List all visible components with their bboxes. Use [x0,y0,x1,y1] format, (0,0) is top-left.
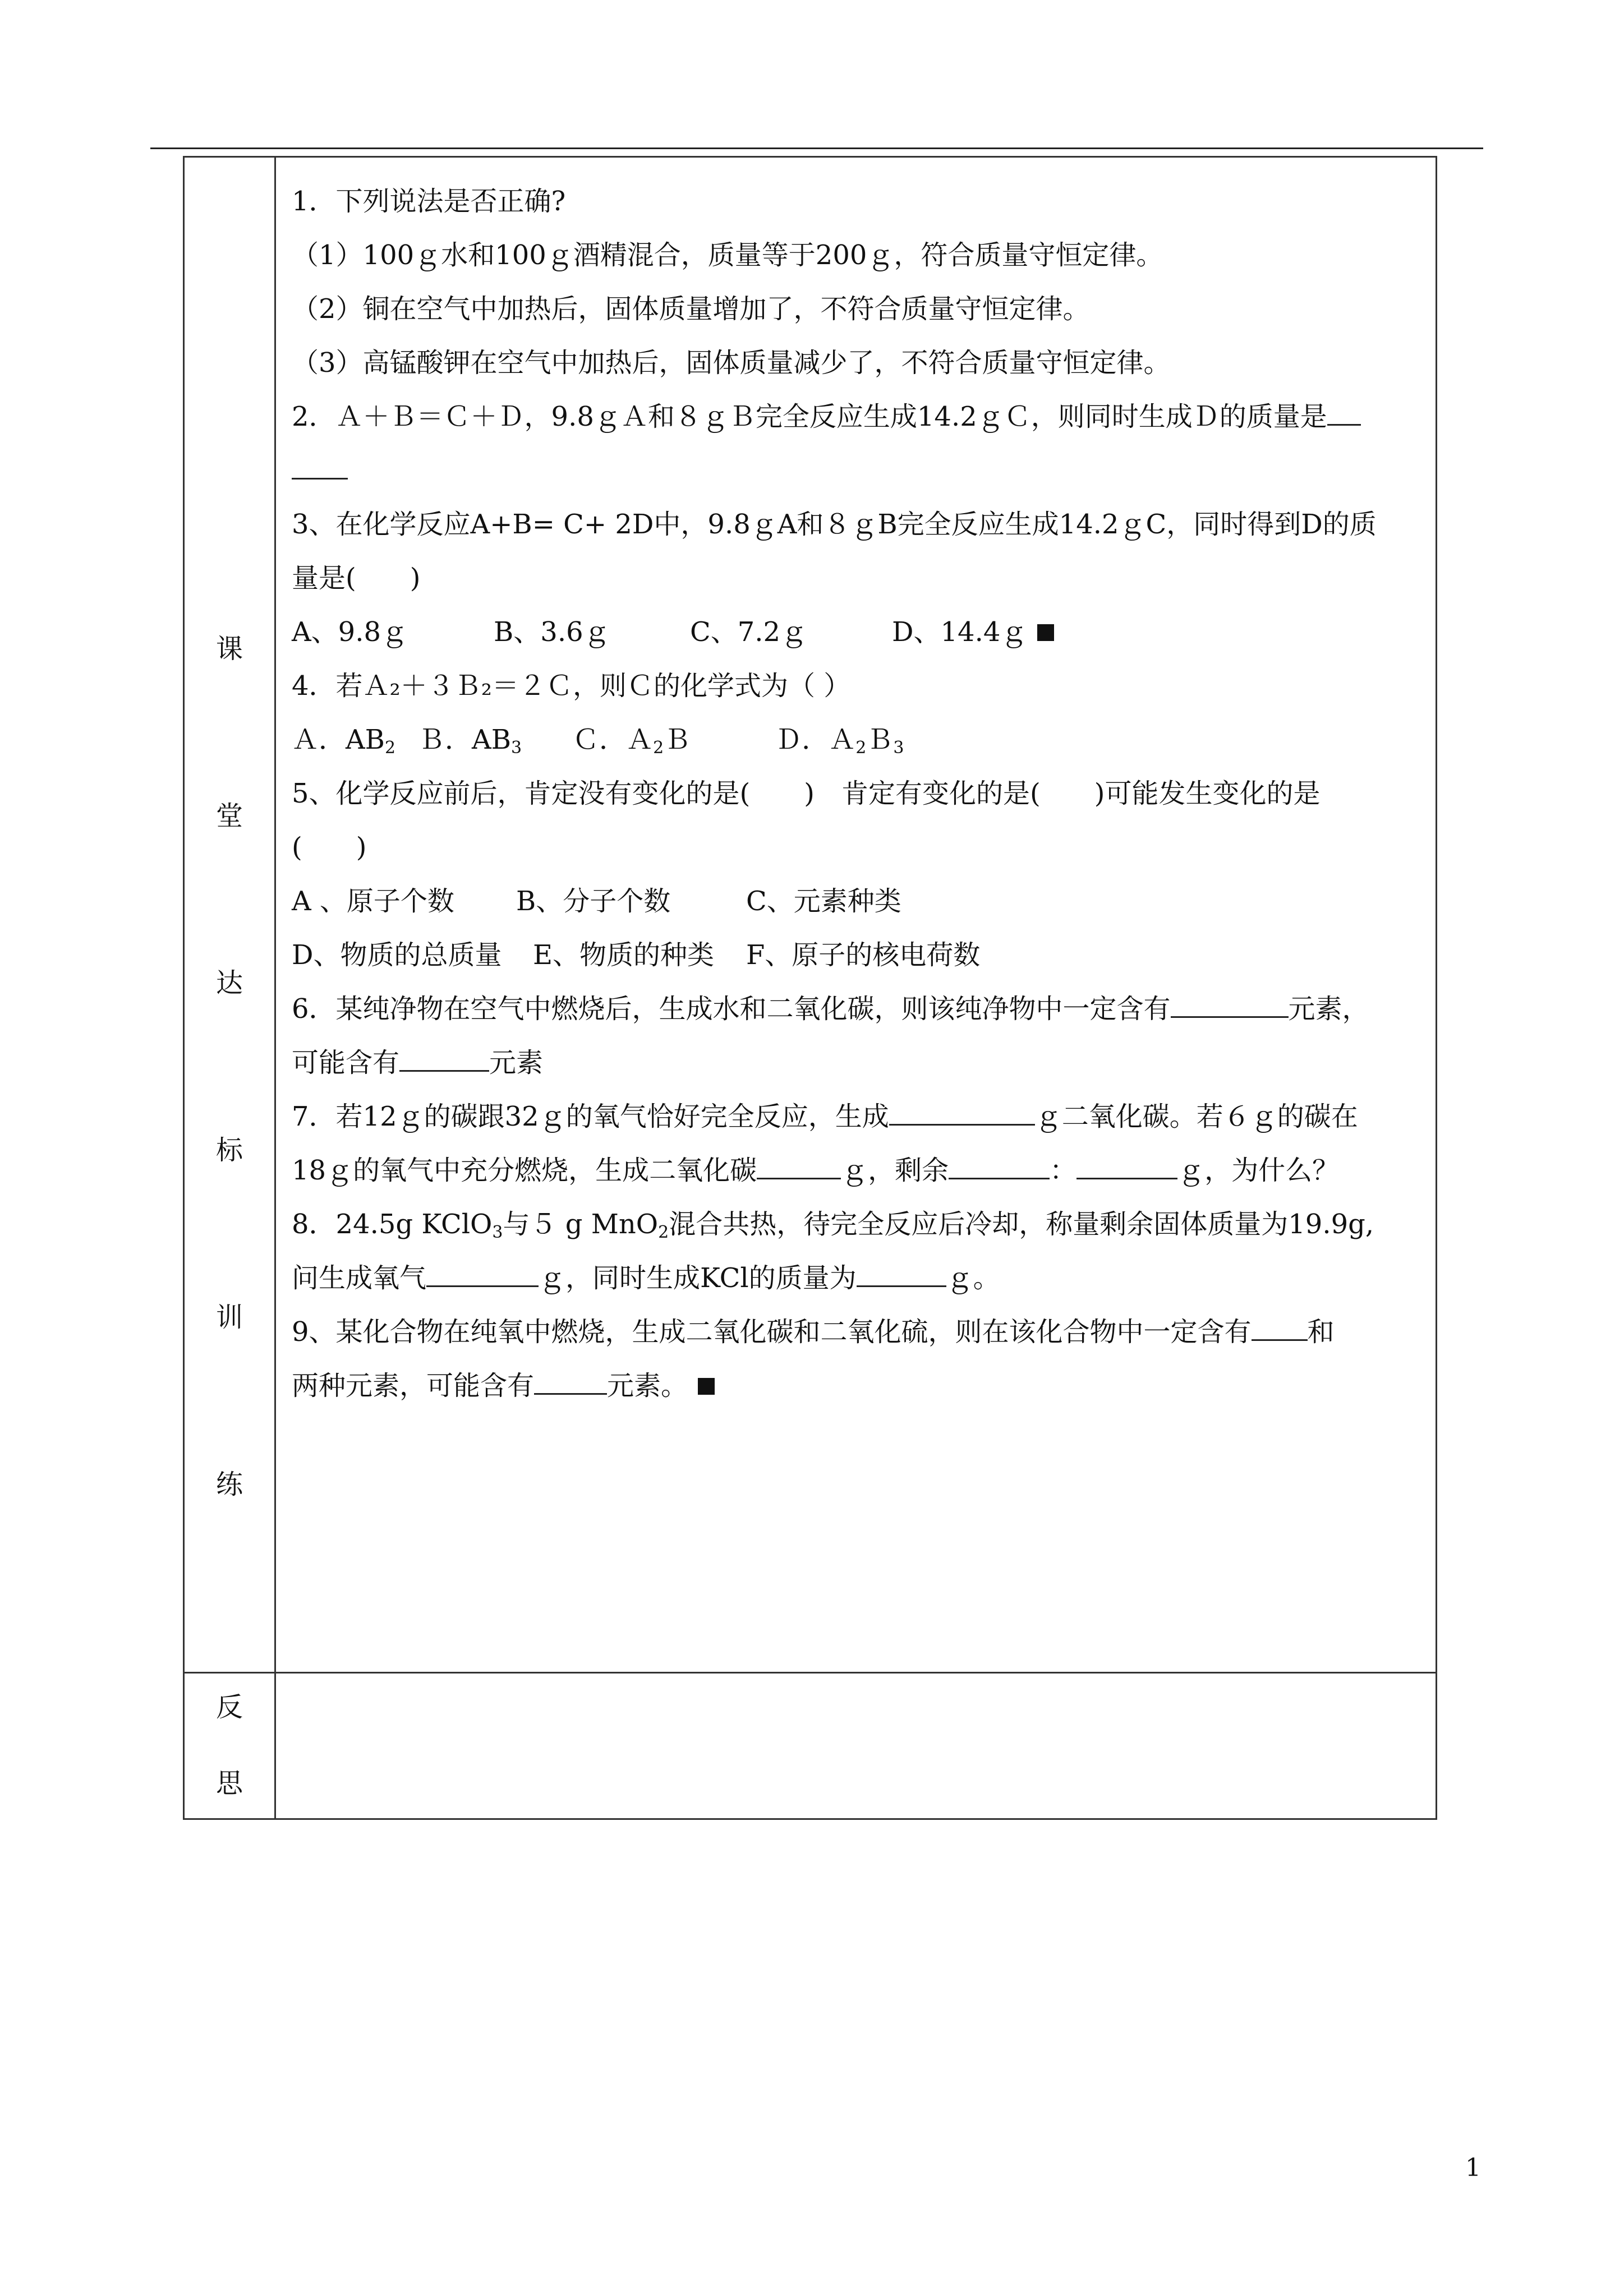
question-1-title: 1．下列说法是否正确? [292,186,566,217]
question-8-line-1 [292,1197,1421,1251]
option-c-subscript: 2 [653,738,664,758]
question-6-line-1 [292,982,1421,1036]
question-6-text: 可能含有 [292,1047,400,1078]
practice-label-char: 课 [215,633,243,665]
option-a: A 、原子个数 [292,886,454,917]
question-9-text: 两种元素，可能含有 [292,1370,535,1401]
reflection-label-char: 思 [215,1768,243,1799]
question-5-line-2: ( ) [292,832,367,863]
option-c-suffix: Ｂ [664,724,691,755]
option-d-subscript-2: 3 [893,738,904,758]
answer-blank[interactable] [1327,402,1361,426]
practice-label-char: 训 [215,1302,243,1333]
question-9-text: 元素。 [607,1370,688,1401]
option-d [775,724,904,758]
question-9-text: 和 [1307,1316,1335,1348]
question-2-text: 2．Ａ＋Ｂ＝Ｃ＋Ｄ，9.8ｇＡ和８ｇＢ完全反应生成14.2ｇＣ，则同时生成Ｄ的质量是 [292,401,1327,432]
option-a-subscript: 2 [384,738,396,758]
question-7-text: ｇ，为什么？ [1177,1155,1340,1186]
option-b-subscript: 3 [511,738,522,758]
reflection-label-char: 反 [215,1691,243,1723]
question-8-text: 问生成氧气 [292,1262,427,1294]
question-7-text: ： [1050,1155,1077,1186]
exercise-content [276,158,1436,1413]
practice-label-char: 堂 [215,800,243,832]
question-9-text: 9、某化合物在纯氧中燃烧，生成二氧化碳和二氧化硫，则在该化合物中一定含有 [292,1316,1252,1348]
question-8-line-2 [292,1251,1421,1305]
reflection-label [185,1673,274,1797]
reflection-area[interactable] [275,1673,1437,1819]
question-3-options [292,605,1421,659]
option-c: C、元素种类 [746,886,901,917]
answer-blank[interactable] [757,1155,841,1179]
question-6-line-2 [292,1036,1421,1090]
question-2 [292,390,1421,444]
question-1-statement-1: （1）100ｇ水和100ｇ酒精混合，质量等于200ｇ，符合质量守恒定律。 [292,239,1163,271]
question-8-text: 与５ g MnO [503,1209,659,1240]
question-8-text: ｇ。 [946,1262,1000,1294]
option-f: F、原子的核电荷数 [746,939,981,971]
answer-blank[interactable] [292,455,348,480]
end-marker-square [698,1378,715,1395]
option-e: E、物质的种类 [533,939,715,971]
question-6-text: 元素， [1288,993,1369,1025]
option-a: A、9.8ｇ [292,616,408,648]
option-c: C、7.2ｇ [690,616,808,648]
answer-blank[interactable] [1252,1317,1308,1341]
question-7-line-1 [292,1090,1421,1144]
answer-blank[interactable] [426,1263,539,1287]
practice-label-char: 标 [215,1135,243,1166]
reflection-label-cell [184,1673,275,1819]
option-b: B、3.6ｇ [494,616,610,648]
question-7-text: 18ｇ的氧气中充分燃烧，生成二氧化碳 [292,1155,757,1186]
question-1-statement-3: （3）高锰酸钾在空气中加热后，固体质量减少了，不符合质量守恒定律。 [292,347,1171,379]
question-3-line-1: 3、在化学反应A+B= C+ 2D中，9.8ｇA和８ｇB完全反应生成14.2ｇC，同时得到D的质 [292,509,1377,540]
question-4-options [292,713,1421,767]
answer-blank[interactable] [1171,994,1289,1018]
question-6-text: 元素 [489,1047,544,1078]
end-marker-square [1037,624,1054,641]
question-8-text: ｇ，同时生成KCl的质量为 [539,1262,857,1294]
page-number: 1 [1465,2154,1481,2182]
question-5-options-row-2 [292,928,1421,982]
option-d-mid: Ｂ [866,724,894,755]
option-a-text: Ａ．AB [292,724,385,755]
question-2-continuation [292,444,1421,497]
question-3-line-2: 量是( ) [292,563,421,594]
practice-label-cell [184,157,275,1673]
question-9-line-2 [292,1359,1421,1413]
subscript: 3 [492,1223,503,1242]
question-5-line-1: 5、化学反应前后，肯定没有变化的是( ) 肯定有变化的是( )可能发生变化的是 [292,778,1321,809]
option-d: D、物质的总质量 [292,939,502,971]
option-a [292,724,396,758]
header-rule [150,147,1483,149]
question-7-text: 7．若12ｇ的碳跟32ｇ的氧气恰好完全反应，生成 [292,1101,889,1132]
question-8-text: 8．24.5g KClO [292,1209,493,1240]
option-d: D、14.4ｇ [892,616,1028,648]
answer-blank[interactable] [399,1048,489,1072]
option-b: B、分子个数 [516,886,671,917]
subscript: 2 [658,1223,669,1242]
option-d-text: Ｄ．Ａ [775,724,856,755]
practice-label [185,158,274,1498]
question-7-text: ｇ，剩余 [841,1155,949,1186]
answer-blank[interactable] [889,1101,1035,1126]
option-c [572,724,691,758]
question-6-text: 6．某纯净物在空气中燃烧后，生成水和二氧化碳，则该纯净物中一定含有 [292,993,1171,1025]
worksheet-table [183,156,1437,1820]
practice-label-char: 练 [215,1469,243,1500]
answer-blank[interactable] [1076,1155,1177,1179]
option-c-text: Ｃ．Ａ [572,724,654,755]
question-5-options-row-1 [292,874,1421,928]
option-d-subscript-1: 2 [855,738,867,758]
exercise-content-cell [275,157,1437,1673]
answer-blank[interactable] [857,1263,946,1287]
answer-blank[interactable] [949,1155,1050,1179]
practice-label-char: 达 [215,967,243,999]
question-8-text: 混合共热，待完全反应后冷却，称量剩余固体质量为19.9g, [669,1209,1374,1240]
question-9-line-1 [292,1305,1421,1359]
question-4: 4．若Ａ₂＋３Ｂ₂＝２Ｃ，则Ｃ的化学式为（ ） [292,670,851,702]
question-7-line-2 [292,1144,1421,1197]
option-b-text: Ｂ．AB [418,724,511,755]
option-b [418,724,522,758]
question-1-statement-2: （2）铜在空气中加热后，固体质量增加了，不符合质量守恒定律。 [292,293,1090,325]
question-7-text: ｇ二氧化碳。若６ｇ的碳在 [1034,1101,1358,1132]
answer-blank[interactable] [534,1371,607,1395]
